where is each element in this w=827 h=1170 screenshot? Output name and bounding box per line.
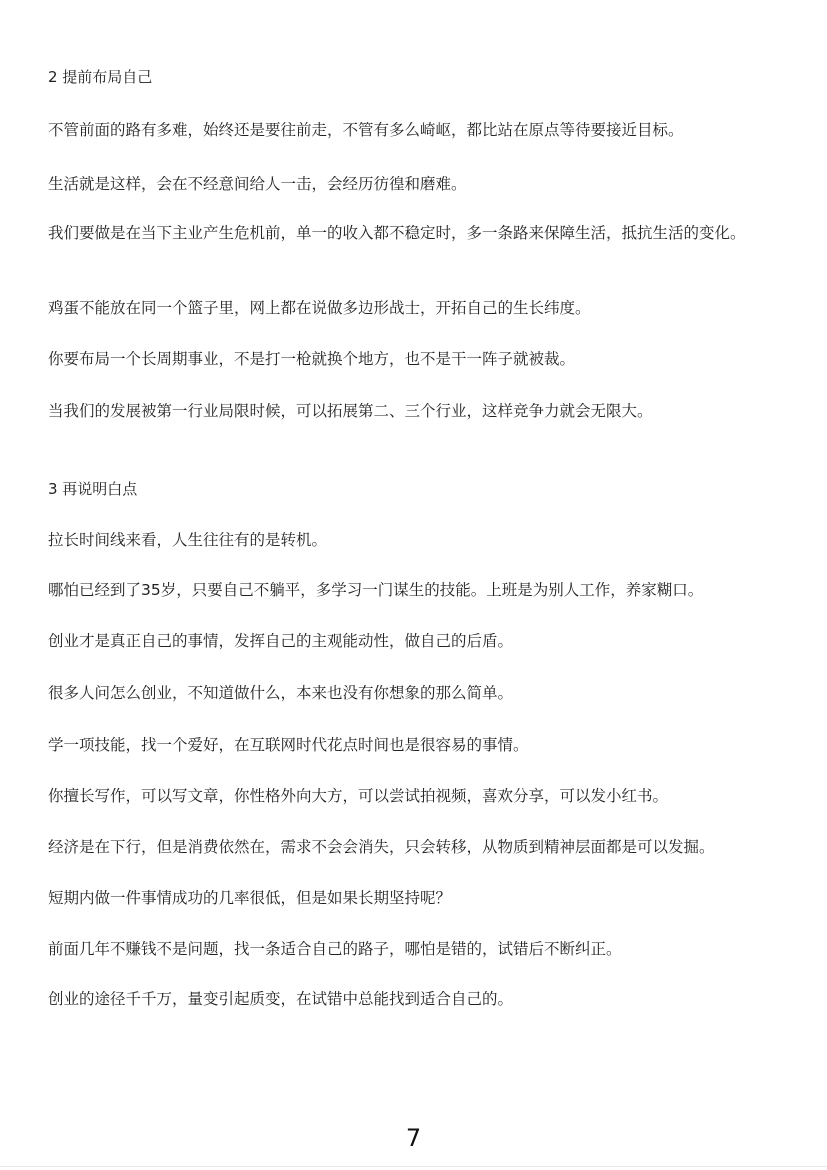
section-2-paragraph: 当我们的发展被第一行业局限时候，可以拓展第二、三个行业，这样竞争力就会无限大。 bbox=[48, 402, 653, 420]
section-3-heading: 3 再说明白点 bbox=[48, 480, 138, 498]
section-3-paragraph: 创业才是真正自己的事情，发挥自己的主观能动性，做自己的后盾。 bbox=[48, 632, 514, 650]
section-2-paragraph: 不管前面的路有多难，始终还是要往前走，不管有多么崎岖，都比站在原点等待要接近目标。 bbox=[48, 121, 684, 139]
section-3-paragraph: 经济是在下行，但是消费依然在，需求不会会消失，只会转移，从物质到精神层面都是可以发掘。 bbox=[48, 838, 715, 856]
section-3-paragraph: 创业的途径千千万，量变引起质变，在试错中总能找到适合自己的。 bbox=[48, 990, 514, 1008]
section-2-paragraph: 生活就是这样，会在不经意间给人一击，会经历彷徨和磨难。 bbox=[48, 175, 467, 193]
section-3-paragraph: 短期内做一件事情成功的几率很低，但是如果长期坚持呢？ bbox=[48, 889, 452, 907]
section-3-paragraph: 哪怕已经到了35岁，只要自己不躺平，多学习一门谋生的技能。上班是为别人工作，养家糊口。 bbox=[48, 581, 704, 599]
section-3-paragraph: 很多人问怎么创业，不知道做什么，本来也没有你想象的那么简单。 bbox=[48, 684, 514, 702]
page-bottom-divider bbox=[0, 1166, 827, 1167]
section-3-paragraph: 你擅长写作，可以写文章，你性格外向大方，可以尝试拍视频，喜欢分享，可以发小红书。 bbox=[48, 787, 669, 805]
section-3-paragraph: 学一项技能，找一个爱好，在互联网时代花点时间也是很容易的事情。 bbox=[48, 736, 529, 754]
section-2-paragraph: 鸡蛋不能放在同一个篮子里，网上都在说做多边形战士，开拓自己的生长纬度。 bbox=[48, 299, 591, 317]
section-2-paragraph: 你要布局一个长周期事业，不是打一枪就换个地方，也不是干一阵子就被裁。 bbox=[48, 350, 576, 368]
section-3-paragraph: 前面几年不赚钱不是问题，找一条适合自己的路子，哪怕是错的，试错后不断纠正。 bbox=[48, 940, 622, 958]
section-2-paragraph: 我们要做是在当下主业产生危机前，单一的收入都不稳定时，多一条路来保障生活，抵抗生活的变化。 bbox=[48, 224, 746, 242]
page-number: 7 bbox=[405, 1124, 422, 1152]
section-3-paragraph: 拉长时间线来看，人生往往有的是转机。 bbox=[48, 531, 328, 549]
section-2-heading: 2 提前布局自己 bbox=[48, 68, 153, 86]
